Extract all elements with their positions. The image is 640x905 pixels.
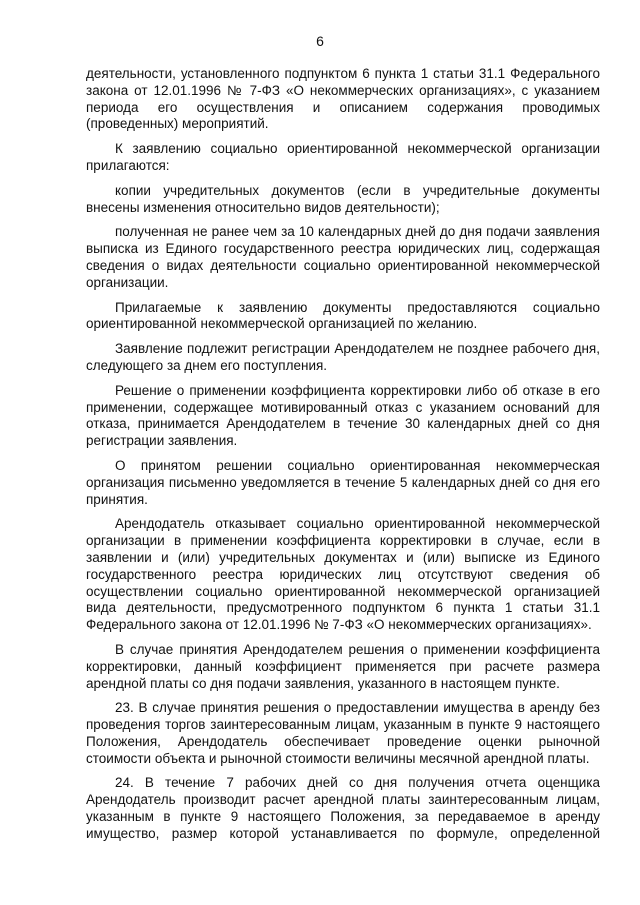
paragraph-registration: Заявление подлежит регистрации Арендодателем не позднее рабочего дня, следующего за днем его поступления. bbox=[86, 341, 600, 373]
paragraph-attachments-intro: К заявлению социально ориентированной некоммерческой организации прилагаются: bbox=[86, 141, 600, 173]
paragraph-notification: О принятом решении социально ориентированная некоммерческая организация письменно уведомляется в течение 5 календарных дней со дня его принятия. bbox=[86, 457, 600, 507]
paragraph-optional-documents: Прилагаемые к заявлению документы предоставляются социально ориентированной некоммерческой организацией по желанию. bbox=[86, 299, 600, 332]
paragraph-register-extract: полученная не ранее чем за 10 календарных дней до дня подачи заявления выписка из Единого государственного реестра юридических лиц, содержащая сведения о видах деятельности социально ориентированной некоммерческой организации. bbox=[86, 224, 600, 290]
paragraph-item-24: 24. В течение 7 рабочих дней со дня получения отчета оценщика Арендодатель производит расчет арендной платы заинтересованным лицам, указанным в пункте 9 настоящего Положения, за передаваемое в аренду имущество, размер которой устанавливается по формуле, определенной bbox=[86, 775, 600, 841]
page-number: 6 bbox=[316, 33, 324, 49]
paragraph-continuation: деятельности, установленного подпунктом 6 пункта 1 статьи 31.1 Федерального закона от 12.01.1996 № 7-ФЗ «О некоммерческих организациях», с указанием периода его осуществления и описанием содержания проводимых (проведенных) мероприятий. bbox=[86, 66, 600, 132]
paragraph-founding-documents: копии учредительных документов (если в учредительные документы внесены изменения относительно видов деятельности); bbox=[86, 182, 600, 215]
paragraph-decision: Решение о применении коэффициента корректировки либо об отказе в его применении, содержащее мотивированный отказ с указанием оснований для отказа, принимается Арендодателем в течение 30 календарных дней со дня регистрации заявления. bbox=[86, 382, 600, 449]
paragraph-item-23: 23. В случае принятия решения о предоставлении имущества в аренду без проведения торгов заинтересованным лицам, указанным в пункте 9 настоящего Положения, Арендодатель обеспечивает проведение оценки рыночной стоимости объекта и рыночной стоимости величины месячной арендной платы. bbox=[86, 700, 600, 766]
paragraph-coefficient-application: В случае принятия Арендодателем решения о применении коэффициента корректировки, данный коэффициент применяется при расчете размера арендной платы со дня подачи заявления, указанного в настоящем пункте. bbox=[86, 641, 600, 691]
paragraph-refusal: Арендодатель отказывает социально ориентированной некоммерческой организации в применении коэффициента корректировки в случае, если в заявлении и (или) учредительных документах и (или) выписке из Единого государственного реестра юридических лиц отсутствуют сведения об осуществлении социально ориентированной некоммерческой организацией вида деятельности, предусмотренного подпунктом 6 пункта 1 статьи 31.1 Федерального закона от 12.01.1996 № 7-ФЗ «О некоммерческих организациях». bbox=[86, 516, 600, 633]
document-body bbox=[86, 66, 600, 851]
